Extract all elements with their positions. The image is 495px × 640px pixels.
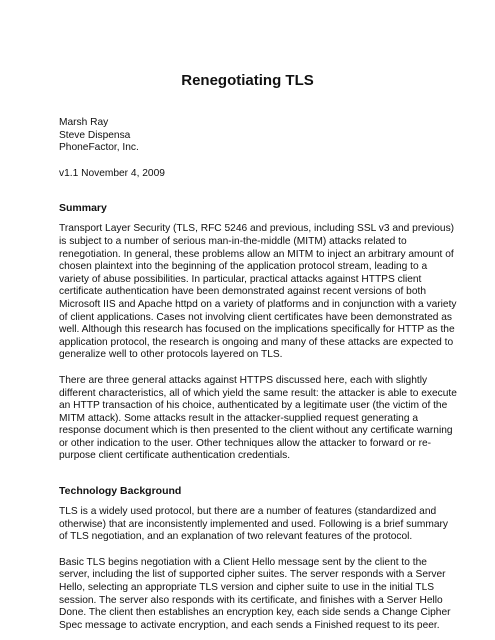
page-title: Renegotiating TLS	[181, 72, 314, 89]
version-date: v1.1 November 4, 2009	[59, 167, 165, 179]
author-affiliation: PhoneFactor, Inc.	[59, 142, 139, 154]
section-heading-technology-background: Technology Background	[59, 485, 182, 498]
document-body	[59, 117, 459, 632]
section-heading-summary: Summary	[59, 202, 107, 215]
summary-paragraph: Transport Layer Security (TLS, RFC 5246 and previous, including SSL v3 and previous) is subject to a number of serious man-in-the-middle (MITM) attacks related to renegotiation. In general, these problems allow an MITM to inject an arbitrary amount of chosen plaintext into the beginning of the application protocol stream, leading to a variety of abuse possibilities. In particular, practical attacks against HTTPS client certificate authentication have been demonstrated against recent versions of both Microsoft IIS and Apache httpd on a variety of platforms and in conjunction with a variety of client applications. Cases not involving client certificates have been demonstrated as well. Although this research has focused on the implications specifically for HTTP as the application protocol, the research is ongoing and many of these attacks are expected to generalize well to other protocols layered on TLS.	[59, 223, 457, 361]
background-paragraph: Basic TLS begins negotiation with a Client Hello message sent by the client to the server, including the list of supported cipher suites. The server responds with a Server Hello, selecting an appropriate TLS version and cipher suite to use in the initial TLS session. The server also responds with its certificate, and finishes with a Server Hello Done. The client then establishes an encryption key, each side sends a Change Cipher Spec message to activate encryption, and each sends a Finished request to its peer.	[59, 556, 451, 631]
background-paragraph: TLS is a widely used protocol, but there are a number of features (standardized and otherwise) that are inconsistently implemented and used. Following is a brief summary of TLS negotiation, and an explanation of two relevant features of the protocol.	[59, 506, 449, 543]
author-block	[59, 117, 459, 155]
author-name: Marsh Ray	[59, 117, 109, 128]
author-name: Steve Dispensa	[59, 129, 131, 141]
summary-paragraph: There are three general attacks against HTTPS discussed here, each with slightly different characteristics, all of which yield the same result: the attacker is able to execute an HTTP transaction of his choice, authenticated by a legitimate user (the victim of the MITM attack). Some attacks result in the attacker-supplied request generating a response document which is then presented to the client without any certificate warning or other indication to the user. Other techniques allow the attacker to forward or re-purpose client certificate authentication credentials.	[59, 374, 457, 462]
